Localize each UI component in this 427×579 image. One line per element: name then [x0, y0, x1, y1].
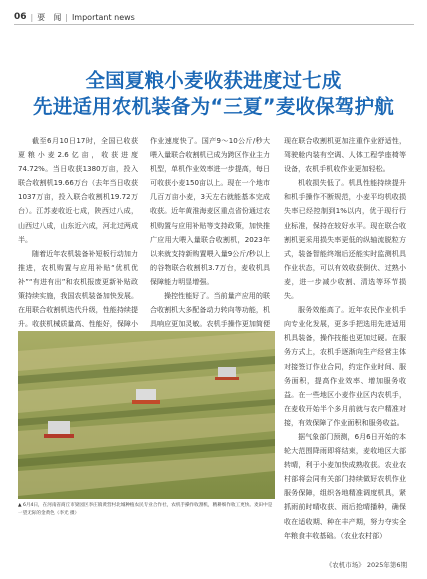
- page-number: 06: [14, 12, 27, 22]
- paragraph: 操控性能好了。当前量产应用的联合收割机大多配备动力转向等功能，机具响应更加灵敏。农机手操作更加简便: [150, 291, 270, 329]
- wheat-field-harvesters-image: [18, 331, 275, 499]
- section-name-cn: 要 闻: [37, 12, 62, 22]
- caption-marker: ▲: [18, 503, 22, 508]
- paragraph: 服务效能高了。近年农民作业机手向专业化发展，更多手把选用先进适用机具装备，操作技能也更加过硬。在服务方式上，农机手逐渐向生产经营主体对接签订作业合同，约定作业时间、服务面积，提高作业效率、增加服务收益。在一些地区小麦作业区内农机手，在麦收开始半个多月前就与农户精准对接，有效保障了作业面积和服务收益。: [284, 305, 406, 427]
- caption-text: 6月4日，在河南省商丘市梁园区李庄镇黄营村北城种植农民专业合作社，农机手操作收割机，精耕细作收工更快。麦田中是一望无际的金黄色（李光 摄）: [18, 503, 273, 516]
- section-name-en: Important news: [71, 12, 135, 22]
- header-separator: |: [30, 12, 34, 22]
- title-line-2: 先进适用农机装备为“三夏”麦收保驾护航: [33, 95, 394, 118]
- page-footer: 《农机市场》 2025年第6期: [325, 561, 407, 569]
- page-header: [14, 10, 414, 25]
- paragraph: 作业速度快了。国产9～10公斤/秒大喂入量联合收割机已成为跨区作业主力机型，单机作业效率进一步提高，每日可收获小麦150亩以上。现在一个地市几百万亩小麦，3天左右就能基本完成收获。近年黄淮海麦区重点省份通过农机购置与应用补贴等支持政策，加快推广应用大喂入量联合收割机，2023年以来就支持新购置喂入量9公斤/秒以上的谷物联合收割机3.7万台，麦收机具保障能力明显增强。: [150, 136, 270, 286]
- harvester-icon: [215, 367, 239, 380]
- paragraph: 随着近年农机装备补短板行动加力推进，农机购置与应用补贴“优机优补”“有进有出”和农机报废更新补贴政策持续实施，我国农机装备加快发展。在用联合收割机迭代升级，性能持续提升。收获机械质量高、性能好，保障小: [18, 248, 138, 329]
- photo-caption: [18, 502, 276, 517]
- paragraph: 机收损失低了。机具性能持续提升和机手操作不断规范，小麦平均机收损失率已经控制到1%以内，优于现行行业标准，保持在较好水平。现在联合收割机更采用损失率更低的纵轴流脱粒方式，装备智能终端后还能实时监测机具作业状态，可以有效收获倒伏、过熟小麦，进一步减少收割、清选等环节损失。: [284, 178, 406, 301]
- title-line-1: 全国夏粮小麦收获进度过七成: [85, 69, 342, 92]
- paragraph: 现在联合收割机更加注重作业舒适性，驾驶舱内装有空调、人体工程学座椅等设备，农机手机收作业更加轻松。: [284, 136, 406, 174]
- harvester-icon: [44, 421, 74, 438]
- harvester-icon: [132, 389, 160, 404]
- text-column-3: [284, 134, 406, 543]
- header-separator-2: |: [65, 12, 68, 22]
- paragraph: 据气象部门预测，6月6日开始的本轮大范围降雨即将结束，麦收地区大部转晴，利于小麦加快成熟收获。农业农村部将会同有关部门持续做好农机作业服务保障，组织各地精准调度机具，紧抓雨前时晴收获、雨后抢晴播种，确保收在适收期、种在丰产期，努力夺实全年粮食丰收基础。（农业农村部）: [284, 431, 406, 540]
- harvest-photo: [18, 331, 275, 499]
- paragraph: 截至6月10日17时，全国已收获夏粮小麦2.6亿亩，收获进度74.72%。当日收获1380万亩，投入联合收割机19.66万台（去年当日收获1037万亩，投入联合收割机19.72万台）。江苏麦收近七成，陕西过八成，山西过八成，山东近六成，河北过两成半。: [18, 136, 138, 244]
- article-title: [20, 68, 407, 120]
